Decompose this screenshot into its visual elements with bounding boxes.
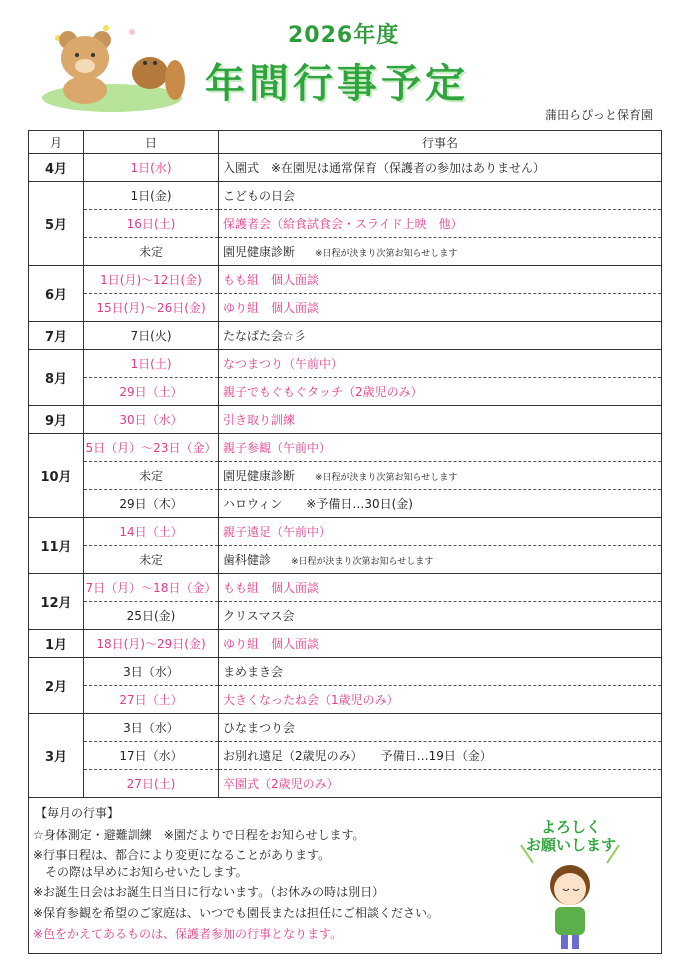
monthly-note-line: ※行事日程は、都合により変更になることがあります。 <box>33 848 331 862</box>
event-cell <box>219 574 662 602</box>
table-row <box>29 658 662 686</box>
date-cell: 27日(土) <box>84 770 219 798</box>
monthly-note-line: ※保育参観を希望のご家庭は、いつでも園長または担任にご相談ください。 <box>33 906 440 920</box>
date-cell: 7日（月）～18日（金） <box>84 574 219 602</box>
table-row <box>29 686 662 714</box>
month-cell: 9月 <box>29 406 84 434</box>
event-name: こどもの日会 <box>223 189 296 203</box>
monthly-note-pink-line: ※色をかえてあるものは、保護者参加の行事となります。 <box>33 927 343 941</box>
date-cell: 未定 <box>84 238 219 266</box>
date-cell: 18日(月)～29日(金) <box>84 630 219 658</box>
date-cell: 1日(月)～12日(金) <box>84 266 219 294</box>
event-cell <box>219 294 662 322</box>
table-row <box>29 266 662 294</box>
school-name: 蒲田らぴっと保育園 <box>545 108 654 122</box>
event-cell <box>219 518 662 546</box>
table-row <box>29 546 662 574</box>
date-cell: 3日（水） <box>84 714 219 742</box>
month-cell: 11月 <box>29 518 84 574</box>
event-name: なつまつり（午前中） <box>223 357 344 371</box>
event-cell <box>219 350 662 378</box>
date-cell: 27日（土） <box>84 686 219 714</box>
event-note: ※日程が決まり次第お知らせします <box>315 473 458 483</box>
event-name: 大きくなったね会（1歳児のみ） <box>223 693 399 707</box>
event-name: たなばた会☆彡 <box>223 329 306 343</box>
event-name: 卒園式（2歳児のみ） <box>223 777 339 791</box>
date-cell: 16日(土) <box>84 210 219 238</box>
event-name: 保護者会（給食試食会・スライド上映 他） <box>223 217 463 231</box>
date-cell: 30日（水） <box>84 406 219 434</box>
table-row <box>29 210 662 238</box>
date-cell: 29日（土） <box>84 378 219 406</box>
table-row <box>29 406 662 434</box>
date-cell: 1日(土) <box>84 350 219 378</box>
event-cell <box>219 406 662 434</box>
month-cell: 1月 <box>29 630 84 658</box>
event-cell <box>219 434 662 462</box>
month-cell: 12月 <box>29 574 84 630</box>
event-cell <box>219 182 662 210</box>
event-name: 園児健康診断 <box>223 469 296 483</box>
date-cell: 未定 <box>84 462 219 490</box>
table-row <box>29 602 662 630</box>
event-name: 入園式 ※在園児は通常保育（保護者の参加はありません） <box>223 161 546 175</box>
table-row <box>29 294 662 322</box>
table-row <box>29 434 662 462</box>
date-cell: 1日(金) <box>84 182 219 210</box>
event-cell <box>219 658 662 686</box>
monthly-notes-title: 【毎月の行事】 <box>35 806 120 820</box>
event-name: まめまき会 <box>223 665 284 679</box>
year-title: 2026年度 <box>288 23 400 48</box>
schedule-body <box>29 154 662 798</box>
table-row <box>29 378 662 406</box>
event-cell <box>219 322 662 350</box>
month-cell: 6月 <box>29 266 84 322</box>
table-row <box>29 154 662 182</box>
month-cell: 5月 <box>29 182 84 266</box>
monthly-note-line: その際は早めにお知らせいたします。 <box>33 865 248 879</box>
bear-illustration <box>40 18 190 113</box>
event-name: 親子遠足（午前中） <box>223 525 332 539</box>
event-name: 引き取り訓練 <box>223 413 296 427</box>
month-cell: 2月 <box>29 658 84 714</box>
event-cell <box>219 546 662 574</box>
date-cell: 15日(月)～26日(金) <box>84 294 219 322</box>
event-name: もも組 個人面談 <box>223 273 320 287</box>
table-row <box>29 462 662 490</box>
greeting <box>512 818 630 854</box>
event-cell <box>219 742 662 770</box>
date-cell: 5日（月）～23日（金） <box>84 434 219 462</box>
column-header-month: 月 <box>29 131 84 154</box>
event-name: 親子でもぐもぐタッチ（2歳児のみ） <box>223 385 423 399</box>
event-cell <box>219 686 662 714</box>
table-row <box>29 714 662 742</box>
event-cell <box>219 714 662 742</box>
date-cell: 14日（土） <box>84 518 219 546</box>
date-cell: 17日（水） <box>84 742 219 770</box>
event-cell <box>219 154 662 182</box>
schedule-table <box>28 130 662 798</box>
table-row <box>29 182 662 210</box>
event-cell <box>219 266 662 294</box>
date-cell: 25日(金) <box>84 602 219 630</box>
column-header-event: 行事名 <box>219 131 662 154</box>
table-row <box>29 350 662 378</box>
month-cell: 7月 <box>29 322 84 350</box>
event-name: ゆり組 個人面談 <box>223 637 320 651</box>
event-cell <box>219 210 662 238</box>
table-row <box>29 770 662 798</box>
event-name: 親子参観（午前中） <box>223 441 332 455</box>
event-cell <box>219 630 662 658</box>
event-cell <box>219 602 662 630</box>
page-title: 年間行事予定 <box>205 61 469 107</box>
table-row <box>29 742 662 770</box>
event-name: クリスマス会 <box>223 609 295 623</box>
event-cell <box>219 770 662 798</box>
month-cell: 8月 <box>29 350 84 406</box>
event-cell <box>219 238 662 266</box>
table-row <box>29 490 662 518</box>
event-note: ※日程が決まり次第お知らせします <box>291 557 434 567</box>
event-name: もも組 個人面談 <box>223 581 320 595</box>
event-name: 歯科健診 <box>223 553 272 567</box>
event-name: お別れ遠足（2歳児のみ） 予備日…19日（金） <box>223 749 492 763</box>
date-cell: 未定 <box>84 546 219 574</box>
month-cell: 3月 <box>29 714 84 798</box>
column-header-date: 日 <box>84 131 219 154</box>
table-row <box>29 630 662 658</box>
table-row <box>29 518 662 546</box>
event-name: ゆり組 個人面談 <box>223 301 320 315</box>
date-cell: 29日（木） <box>84 490 219 518</box>
date-cell: 1日(水) <box>84 154 219 182</box>
event-name: 園児健康診断 <box>223 245 296 259</box>
month-cell: 4月 <box>29 154 84 182</box>
greeting-line-2: お願いします <box>525 836 616 854</box>
monthly-note-line: ※お誕生日会はお誕生日当日に行ないます。（お休みの時は別日） <box>33 885 385 899</box>
date-cell: 7日(火) <box>84 322 219 350</box>
event-name: ひなまつり会 <box>223 721 296 735</box>
date-cell: 3日（水） <box>84 658 219 686</box>
table-row <box>29 322 662 350</box>
monthly-note-line: ☆身体測定・避難訓練 ※園だよりで日程をお知らせします。 <box>33 828 365 842</box>
event-name: ハロウィン ※予備日…30日(金) <box>223 497 413 511</box>
event-cell <box>219 462 662 490</box>
event-cell <box>219 490 662 518</box>
table-header-row <box>29 131 662 154</box>
table-row <box>29 574 662 602</box>
event-note: ※日程が決まり次第お知らせします <box>315 249 458 259</box>
event-cell <box>219 378 662 406</box>
greeting-line-1: よろしく <box>540 818 601 836</box>
table-row <box>29 238 662 266</box>
month-cell: 10月 <box>29 434 84 518</box>
